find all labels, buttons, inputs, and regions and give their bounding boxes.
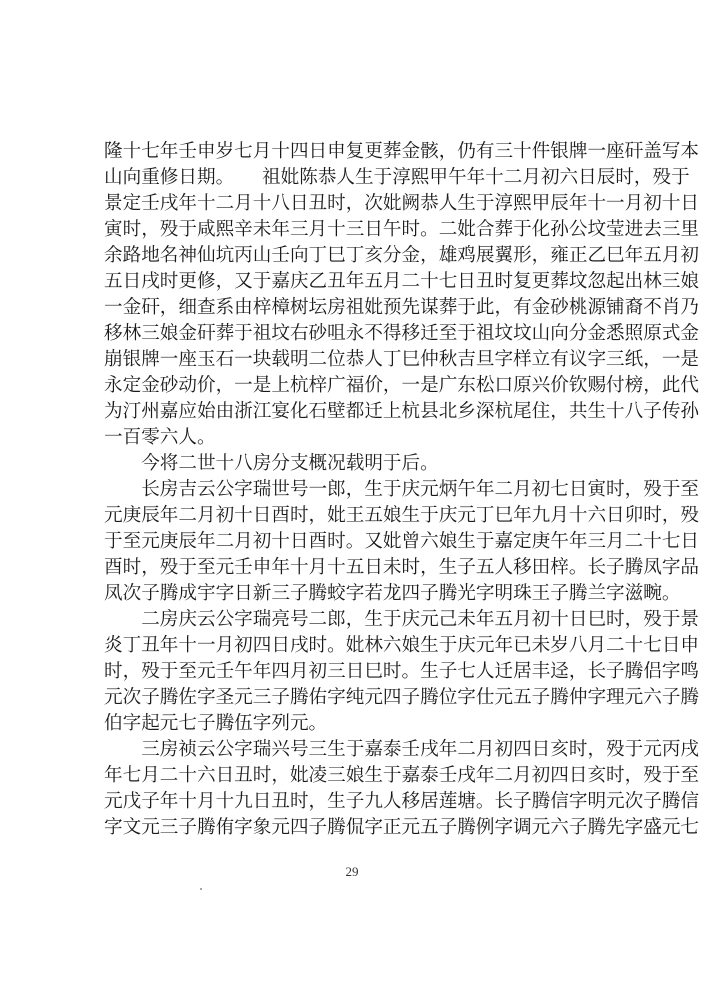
text-line: 炎丁丑年十一月初四日戌时。妣林六娘生于庆元年已未岁八月二十七日申 (104, 635, 700, 656)
text-line: 寅时，殁于咸熙辛未年三月十三日午时。二妣合葬于化孙公坟莹进去三里 (104, 219, 700, 240)
text-line: 三房祯云公字瑞兴号三生于嘉泰壬戌年二月初四日亥时，殁于元丙戌 (104, 739, 700, 760)
text-line: 崩银牌一座玉石一块载明二位恭人丁巳仲秋吉旦字样立有议字三纸，一是 (104, 349, 700, 370)
text-line: 长房吉云公字瑞世号一郎，生于庆元炳午年二月初七日寅时，殁于至 (104, 479, 700, 500)
scan-speck (200, 888, 202, 890)
text-line: 元次子腾佐字圣元三子腾佑字纯元四子腾位字仕元五子腾仲字理元六子腾 (104, 687, 700, 708)
text-line: 景定壬戌年十二月十八日丑时，次妣阙恭人生于淳熙甲辰年十一月初十日 (104, 193, 700, 214)
text-line: 时，殁于至元壬午年四月初三日巳时。生子七人迁居丰迳，长子腾侣字鸣 (104, 661, 700, 682)
text-line: 一金矸，细查系由梓樟树坛房祖妣预先谋葬于此，有金砂桃源铺裔不肖乃 (104, 297, 700, 318)
text-line: 今将二世十八房分支概况载明于后。 (104, 453, 439, 474)
text-line: 于至元庚辰年二月初十日酉时。又妣曾六娘生于嘉定庚午年三月二十七日 (104, 531, 700, 552)
text-line: 为汀州嘉应始由浙江宴化石壁都迁上杭县北乡深杭尾住，共生十八子传孙 (104, 401, 700, 422)
text-line: 永定金砂动价，一是上杭梓广福价，一是广东松口原兴价钦赐付榜，此代 (104, 375, 700, 396)
text-line: 酉时，殁于至元壬申年十月十五日未时，生子五人移田梓。长子腾凤字品 (104, 557, 700, 578)
text-line: 元庚辰年二月初十日酉时，妣王五娘生于庆元丁巳年九月十六日卯时，殁 (104, 505, 700, 526)
text-line: 字文元三子腾侑字象元四子腾侃字正元五子腾例字调元六子腾先字盛元七 (104, 817, 700, 838)
text-line: 一百零六人。 (104, 427, 216, 448)
text-line: 五日戌时更修，又于嘉庆乙丑年五月二十七日丑时复更葬坟忽起出林三娘 (104, 271, 700, 292)
page-number: 29 (345, 864, 359, 879)
text-line: 山向重修日期。 祖妣陈恭人生于淳熙甲午年十二月初六日辰时，殁于 (104, 167, 690, 188)
text-line: 移林三娘金矸葬于祖坟右砂咀永不得移迁至于祖坟坟山向分金悉照原式金 (104, 323, 700, 344)
text-line: 凤次子腾成宇字日新三子腾蛟字若龙四子腾光字明珠王子腾兰字滋畹。 (104, 583, 681, 604)
text-line: 伯字起元七子腾伍字列元。 (104, 713, 328, 734)
text-line: 隆十七年壬申岁七月十四日申复更葬金骸，仍有三十件银牌一座矸盖写本 (104, 141, 700, 162)
text-line: 元戊子年十月十九日丑时，生子九人移居莲塘。长子腾信字明元次子腾信 (104, 791, 700, 812)
text-line: 年七月二十六日丑时，妣凌三娘生于嘉泰壬戌年二月初四日亥时，殁于至 (104, 765, 700, 786)
text-line: 余路地名神仙坑丙山壬向丁巳丁亥分金，雄鸡展翼形，雍正乙巳年五月初 (104, 245, 700, 266)
text-line: 二房庆云公字瑞亮号二郎，生于庆元己未年五月初十日巳时，殁于景 (104, 609, 700, 630)
